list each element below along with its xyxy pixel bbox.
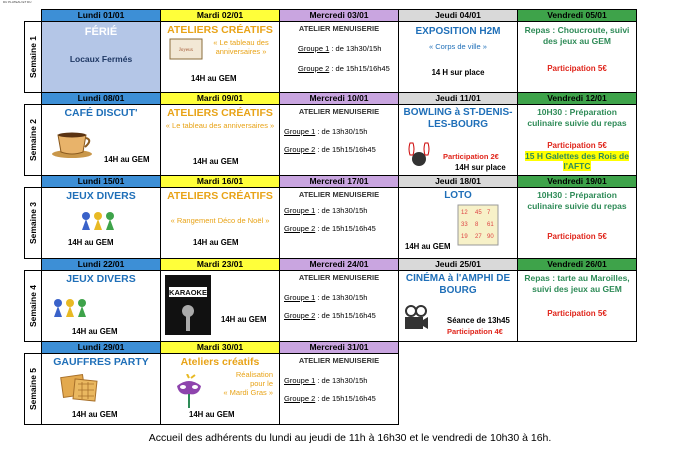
workshop-cell: [280, 22, 399, 93]
day-header-wed: Mercredi 03/01: [280, 10, 399, 22]
outing-title: CINÉMA à l'AMPHI DE BOURG: [405, 273, 511, 296]
activity-cell: [161, 105, 280, 176]
meal-title: Repas : Choucroute, suivi des jeux au GEM: [524, 25, 630, 46]
time-note: 14H au GEM: [104, 155, 150, 164]
outing-cell: [399, 271, 518, 342]
group-1-line: Groupe 1 : de 13h30/15h: [284, 206, 368, 215]
activity-title: CAFÉ DISCUT': [64, 107, 138, 119]
outing-cell: [399, 22, 518, 93]
group-1-line: Groupe 1 : de 13h30/15h: [284, 376, 368, 385]
activity-desc: « Le tableau des anniversaires »: [165, 121, 275, 130]
week-4-header-row: [25, 259, 637, 271]
price-note: Participation 2€: [443, 152, 499, 161]
day-header-tue: Mardi 09/01: [161, 93, 280, 105]
day-header-fri: Vendredi 05/01: [518, 10, 637, 22]
day-header-wed: Mercredi 17/01: [280, 176, 399, 188]
day-header-mon: Lundi 15/01: [42, 176, 161, 188]
game-pawns-icon: [80, 210, 116, 232]
activity-title: ATELIERS CRÉATIFS: [167, 190, 273, 202]
group-1-line: Groupe 1 : de 13h30/15h: [284, 127, 368, 136]
outing-title: EXPOSITION H2M: [415, 26, 501, 37]
group-2-line: Groupe 2 : de 15h15/16h45: [298, 64, 390, 73]
schedule-table: [24, 9, 637, 425]
time-note: Séance de 13h45: [447, 316, 510, 325]
coffee-cup-icon: [50, 127, 94, 159]
activity-desc: Réalisation: [235, 370, 273, 379]
loto-card-icon: [457, 204, 499, 246]
activity-cell: [42, 271, 161, 342]
header-spacer: [25, 10, 42, 22]
empty-cell: [399, 342, 518, 354]
empty-cell: [399, 354, 518, 425]
corner-text: DU PLATEAU ET DU: [3, 0, 32, 4]
day-header-mon: Lundi 22/01: [42, 259, 161, 271]
group-2-line: Groupe 2 : de 15h15/16h45: [284, 394, 376, 403]
empty-cell: [518, 354, 637, 425]
day-header-mon: Lundi 29/01: [42, 342, 161, 354]
week-label: Semaine 3: [25, 188, 42, 259]
day-header-mon: Lundi 08/01: [42, 93, 161, 105]
outing-title: BOWLING à ST-DENIS-LES-BOURG: [403, 107, 513, 130]
price-note: Participation 5€: [547, 309, 607, 318]
header-spacer: [25, 259, 42, 271]
meal-title: 10H30 : Préparation culinaire suivie du repas: [527, 107, 627, 128]
day-header-tue: Mardi 02/01: [161, 10, 280, 22]
film-camera-icon: [403, 305, 429, 335]
time-note: 14H au GEM: [193, 238, 239, 247]
meal-cell: [518, 188, 637, 259]
week-2-row: [25, 105, 637, 176]
holiday-cell: [42, 22, 161, 93]
microphone-icon: [165, 275, 211, 335]
meal-cell: [518, 271, 637, 342]
week-1-row: [25, 22, 637, 93]
outing-cell: [399, 105, 518, 176]
activity-desc: pour le: [250, 379, 273, 388]
week-label: Semaine 5: [25, 354, 42, 425]
header-spacer: [25, 93, 42, 105]
meal-title: Repas : tarte au Maroilles, suivi des jeux au GEM: [524, 273, 630, 294]
group-1-line: Groupe 1 : de 13h30/15h: [284, 293, 368, 302]
week-3-row: [25, 188, 637, 259]
workshop-cell: [280, 354, 399, 425]
karaoke-label: KARAOKE: [169, 288, 207, 297]
group-2-line: Groupe 2 : de 15h15/16h45: [284, 311, 376, 320]
svg-text:12: 12: [461, 210, 468, 216]
group-1-line: Groupe 1 : de 13h30/15h: [298, 44, 382, 53]
time-note: 14H au GEM: [193, 157, 239, 166]
activity-title: JEUX DIVERS: [66, 190, 136, 202]
time-note: 14H au GEM: [221, 315, 267, 324]
workshop-cell: [280, 271, 399, 342]
day-header-fri: Vendredi 26/01: [518, 259, 637, 271]
price-note: Participation 5€: [547, 141, 607, 150]
workshop-cell: [280, 105, 399, 176]
group-2-line: Groupe 2 : de 15h15/16h45: [284, 224, 376, 233]
week-4-row: [25, 271, 637, 342]
workshop-title: ATELIER MENUISERIE: [298, 107, 380, 116]
svg-text:19: 19: [461, 234, 468, 240]
week-label: Semaine 4: [25, 271, 42, 342]
day-header-tue: Mardi 16/01: [161, 176, 280, 188]
workshop-title: ATELIER MENUISERIE: [298, 24, 380, 33]
time-note: 14H au GEM: [68, 238, 114, 247]
workshop-title: ATELIER MENUISERIE: [298, 273, 380, 282]
activity-title: ATELIERS CRÉATIFS: [167, 107, 273, 119]
meal-cell: [518, 105, 637, 176]
svg-text:8: 8: [475, 222, 479, 228]
header-spacer: [25, 176, 42, 188]
time-note: 14H au GEM: [191, 74, 237, 83]
activity-cell: [161, 188, 280, 259]
price-note: Participation 4€: [447, 327, 503, 336]
outing-cell: [399, 188, 518, 259]
week-5-header-row: [25, 342, 637, 354]
activity-cell: [42, 188, 161, 259]
activity-title: Ateliers créatifs: [180, 356, 260, 368]
price-note: Participation 5€: [547, 232, 607, 241]
meal-title: 10H30 : Préparation culinaire suivie du repas: [527, 190, 627, 211]
week-label: Semaine 1: [25, 22, 42, 93]
svg-text:90: 90: [487, 234, 494, 240]
price-note: Participation 5€: [547, 64, 607, 73]
group-2-line: Groupe 2 : de 15h15/16h45: [284, 145, 376, 154]
day-header-fri: Vendredi 12/01: [518, 93, 637, 105]
activity-cell: [42, 354, 161, 425]
activity-cell: [161, 22, 280, 93]
activity-title: GAUFFRES PARTY: [53, 356, 149, 368]
time-note: 14H sur place: [455, 163, 506, 172]
empty-cell: [518, 342, 637, 354]
svg-text:7: 7: [487, 210, 491, 216]
time-note: 14H au GEM: [72, 410, 118, 419]
carnival-mask-icon: [173, 374, 205, 410]
birthday-board-image: [169, 38, 203, 60]
day-header-thu: Jeudi 11/01: [399, 93, 518, 105]
workshop-title: ATELIER MENUISERIE: [298, 190, 380, 199]
activity-cell: [42, 105, 161, 176]
opening-hours-footer: Accueil des adhérents du lundi au jeudi de 11h à 16h30 et le vendredi de 10h30 à 16h.: [148, 432, 552, 444]
activity-title: ATELIERS CRÉATIFS: [167, 24, 273, 36]
svg-text:45: 45: [475, 210, 482, 216]
day-header-tue: Mardi 30/01: [161, 342, 280, 354]
time-note: 14 H sur place: [431, 68, 485, 77]
week-3-header-row: [25, 176, 637, 188]
svg-text:61: 61: [487, 222, 494, 228]
svg-text:Joyeux: Joyeux: [178, 48, 194, 53]
header-spacer: [25, 342, 42, 354]
holiday-title: FÉRIÉ: [84, 26, 118, 38]
closed-note: Locaux Fermés: [69, 54, 133, 64]
week-1-header-row: [25, 10, 637, 22]
activity-desc: « Le tableau des anniversaires »: [213, 38, 269, 56]
waffles-icon: [60, 372, 100, 402]
meal-cell: [518, 22, 637, 93]
day-header-fri: Vendredi 19/01: [518, 176, 637, 188]
activity-desc: « Rangement Déco de Noël »: [170, 216, 270, 225]
outing-desc: « Corps de ville »: [429, 42, 487, 51]
workshop-title: ATELIER MENUISERIE: [298, 356, 380, 365]
game-pawns-icon: [52, 297, 88, 319]
day-header-mon: Lundi 01/01: [42, 10, 161, 22]
workshop-cell: [280, 188, 399, 259]
week-label: Semaine 2: [25, 105, 42, 176]
bowling-icon: [405, 139, 433, 169]
activity-cell: [161, 354, 280, 425]
day-header-wed: Mercredi 24/01: [280, 259, 399, 271]
time-note: 14H au GEM: [189, 410, 235, 419]
outing-title: LOTO: [444, 190, 472, 201]
activity-cell: [161, 271, 280, 342]
time-note: 14H au GEM: [405, 242, 451, 251]
week-2-header-row: [25, 93, 637, 105]
day-header-thu: Jeudi 25/01: [399, 259, 518, 271]
event-note: 15 H Galettes des Rois de l'AFTC: [525, 151, 629, 171]
activity-desc: « Mardi Gras »: [223, 388, 273, 397]
day-header-thu: Jeudi 18/01: [399, 176, 518, 188]
day-header-tue: Mardi 23/01: [161, 259, 280, 271]
day-header-wed: Mercredi 31/01: [280, 342, 399, 354]
day-header-thu: Jeudi 04/01: [399, 10, 518, 22]
week-5-row: [25, 354, 637, 425]
time-note: 14H au GEM: [72, 327, 118, 336]
svg-text:33: 33: [461, 222, 468, 228]
day-header-wed: Mercredi 10/01: [280, 93, 399, 105]
activity-title: JEUX DIVERS: [66, 273, 136, 285]
svg-text:27: 27: [475, 234, 482, 240]
